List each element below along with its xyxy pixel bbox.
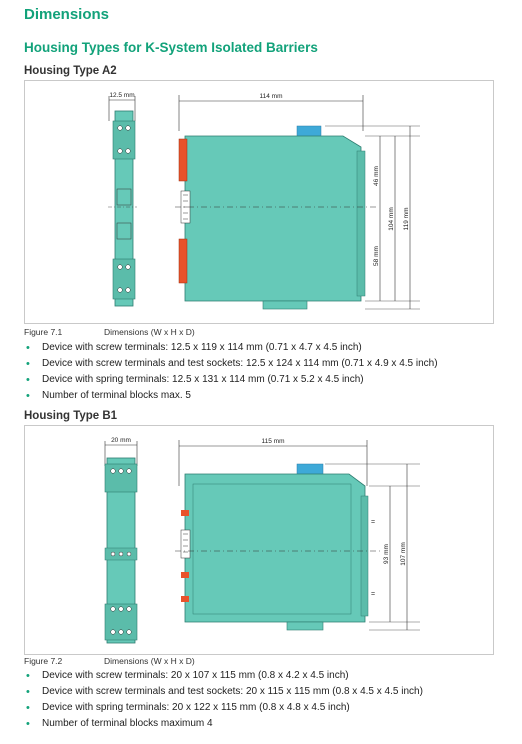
list-item: • Device with screw terminals: 12.5 x 119 x 114 mm (0.71 x 4.7 x 4.5 inch) xyxy=(24,340,438,356)
list-item: • Device with screw terminals and test sockets: 20 x 115 x 115 mm (0.8 x 4.5 x 4.5 inch) xyxy=(24,684,423,700)
a2-depth-label: 114 mm xyxy=(259,93,283,100)
b1-side-view xyxy=(175,438,420,630)
figure-7-2-number: Figure 7.2 xyxy=(24,656,63,666)
list-item: • Device with spring terminals: 20 x 122 x 115 mm (0.8 x 4.8 x 4.5 inch) xyxy=(24,700,423,716)
figure-7-1-text: Dimensions (W x H x D) xyxy=(104,327,195,337)
b1-mid-height-label: 93 mm xyxy=(383,544,390,564)
a2-mid-height-label: 104 mm xyxy=(388,207,395,231)
figure-7-1-caption xyxy=(24,327,195,337)
housing-a2-drawing xyxy=(25,81,493,323)
list-item: • Device with screw terminals: 20 x 107 x 115 mm (0.8 x 4.2 x 4.5 inch) xyxy=(24,668,423,684)
housing-b1-specs xyxy=(24,668,423,732)
a2-lower-label: 58 mm xyxy=(373,246,380,266)
housing-b1-drawing xyxy=(25,426,493,654)
housing-b1-heading: Housing Type B1 xyxy=(24,410,118,422)
svg-text:=: = xyxy=(371,519,376,526)
list-item: • Device with screw terminals and test sockets: 12.5 x 124 x 114 mm (0.71 x 4.9 x 4.5 inch) xyxy=(24,356,438,372)
a2-width-label: 12.5 mm xyxy=(109,92,135,99)
b1-width-label: 20 mm xyxy=(111,437,131,444)
housing-b1-figure xyxy=(24,425,494,655)
list-item: • Number of terminal blocks maximum 4 xyxy=(24,716,423,732)
a2-front-view xyxy=(108,92,137,306)
section-title: Housing Types for K-System Isolated Barriers xyxy=(24,40,318,55)
svg-text:=: = xyxy=(371,591,376,598)
list-item: • Device with spring terminals: 12.5 x 131 x 114 mm (0.71 x 5.2 x 4.5 inch) xyxy=(24,372,438,388)
b1-depth-label: 115 mm xyxy=(261,438,285,445)
list-item: • Number of terminal blocks max. 5 xyxy=(24,388,438,404)
a2-total-height-label: 119 mm xyxy=(403,207,410,231)
housing-a2-heading: Housing Type A2 xyxy=(24,65,117,77)
housing-a2-specs xyxy=(24,340,438,404)
a2-upper-label: 46 mm xyxy=(373,166,380,186)
figure-7-2-text: Dimensions (W x H x D) xyxy=(104,656,195,666)
a2-side-view xyxy=(175,93,420,309)
figure-7-1-number: Figure 7.1 xyxy=(24,327,63,337)
page-title: Dimensions xyxy=(24,6,110,23)
b1-front-view xyxy=(105,437,137,643)
b1-total-height-label: 107 mm xyxy=(400,542,407,566)
figure-7-2-caption xyxy=(24,656,195,666)
housing-a2-figure xyxy=(24,80,494,324)
